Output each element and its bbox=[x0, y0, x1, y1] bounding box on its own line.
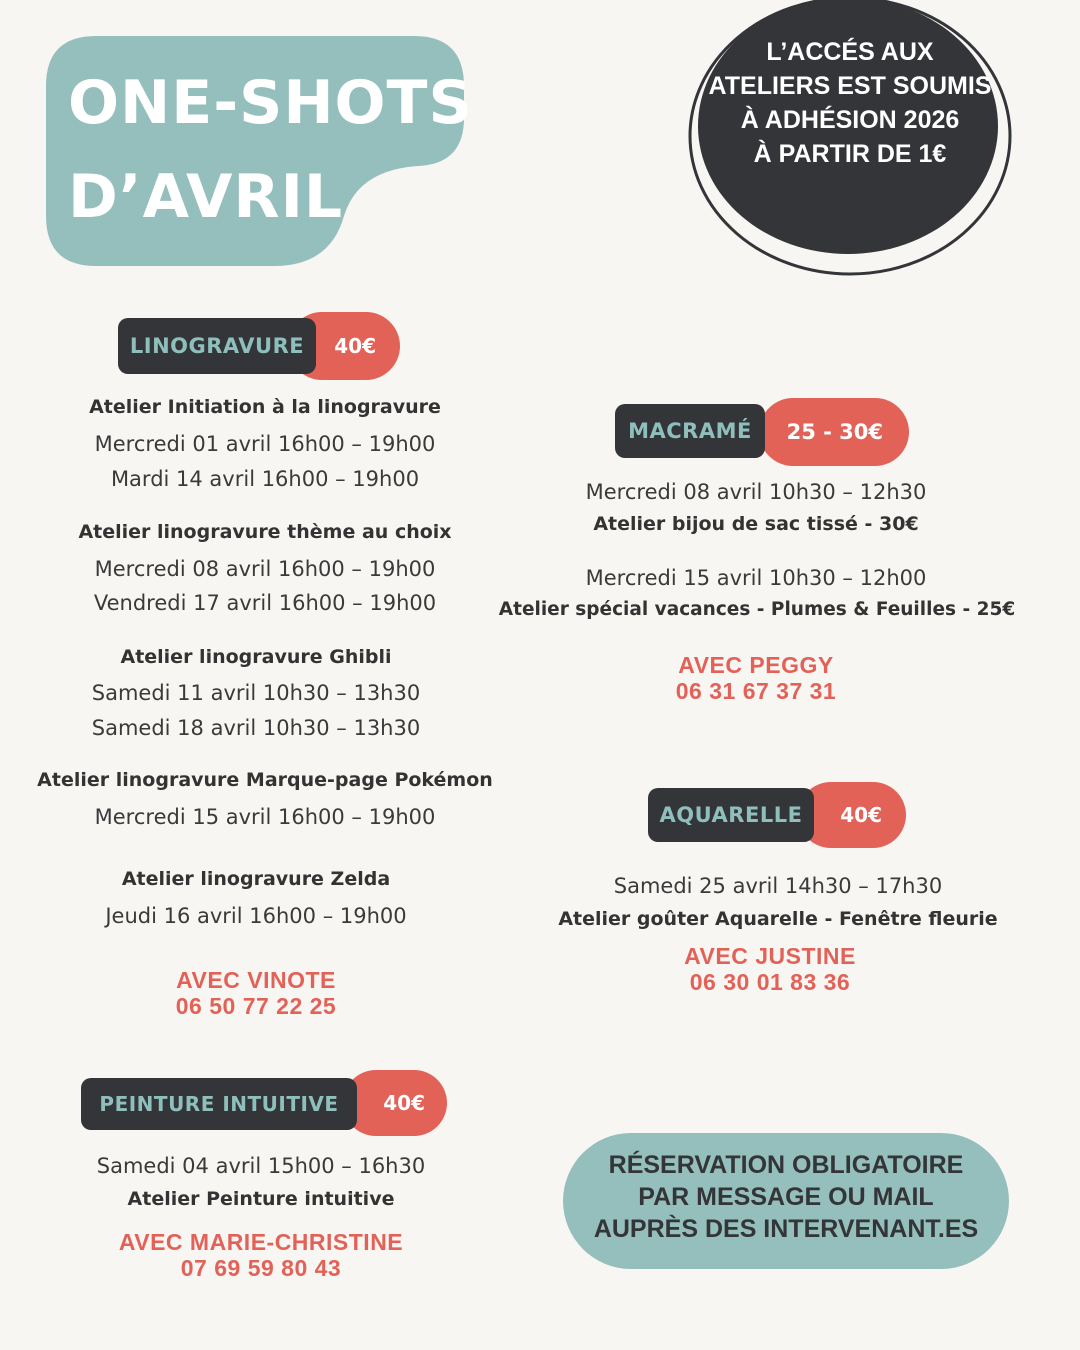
aquarelle-price-badge: 40€ bbox=[798, 782, 906, 848]
peinture-contact-phone[interactable]: 07 69 59 80 43 bbox=[180, 1255, 342, 1281]
workshop-date: Samedi 04 avril 15h00 – 16h30 bbox=[96, 1154, 426, 1178]
macrame-price-badge: 25 - 30€ bbox=[759, 398, 909, 466]
workshop-date: Mercredi 15 avril 16h00 – 19h00 bbox=[94, 805, 436, 829]
workshop-date: Mercredi 01 avril 16h00 – 19h00 bbox=[94, 432, 436, 456]
macrame-header bbox=[615, 398, 909, 466]
reservation-line-3: AUPRÈS DES INTERVENANT.ES bbox=[593, 1215, 979, 1243]
workshop-date: Vendredi 17 avril 16h00 – 19h00 bbox=[93, 591, 437, 615]
macrame-contact-name: AVEC PEGGY bbox=[678, 652, 834, 678]
linogravure-header bbox=[118, 312, 400, 380]
linogravure-contact-phone[interactable]: 06 50 77 22 25 bbox=[175, 993, 337, 1019]
macrame-contact-phone[interactable]: 06 31 67 37 31 bbox=[675, 678, 837, 704]
workshop-date: Mardi 14 avril 16h00 – 19h00 bbox=[110, 467, 420, 491]
aquarelle-contact-phone[interactable]: 06 30 01 83 36 bbox=[689, 969, 851, 995]
workshop-date: Mercredi 15 avril 10h30 – 12h00 bbox=[585, 566, 927, 590]
macrame-label: MACRAMÉ bbox=[615, 404, 765, 458]
notice-line-3: À ADHÉSION 2026 bbox=[740, 106, 960, 134]
notice-line-1: L’ACCÉS AUX bbox=[766, 38, 934, 66]
workshop-date: Samedi 11 avril 10h30 – 13h30 bbox=[91, 681, 421, 705]
workshop-title-ghibli: Atelier linogravure Ghibli bbox=[120, 646, 392, 668]
notice-line-4: À PARTIR DE 1€ bbox=[753, 140, 947, 168]
reservation-line-2: PAR MESSAGE OU MAIL bbox=[638, 1183, 934, 1211]
workshop-date: Samedi 25 avril 14h30 – 17h30 bbox=[613, 874, 943, 898]
peinture-price-badge: 40€ bbox=[343, 1070, 447, 1136]
peinture-label: PEINTURE INTUITIVE bbox=[81, 1078, 357, 1130]
workshop-title-plumes: Atelier spécial vacances - Plumes & Feuilles - 25€ bbox=[498, 599, 1016, 620]
aquarelle-header bbox=[648, 782, 906, 848]
workshop-date: Mercredi 08 avril 10h30 – 12h30 bbox=[585, 480, 927, 504]
membership-notice-circle bbox=[688, 0, 1012, 278]
linogravure-label: LINOGRAVURE bbox=[118, 318, 316, 374]
workshop-title-theme: Atelier linogravure thème au choix bbox=[78, 521, 452, 543]
title-line-2: D’AVRIL bbox=[68, 162, 344, 232]
workshop-title-aquarelle: Atelier goûter Aquarelle - Fenêtre fleurie bbox=[558, 908, 998, 930]
linogravure-price-badge: 40€ bbox=[288, 312, 400, 380]
aquarelle-contact-name: AVEC JUSTINE bbox=[684, 943, 856, 969]
aquarelle-label: AQUARELLE bbox=[648, 788, 814, 842]
workshop-title-zelda: Atelier linogravure Zelda bbox=[121, 868, 391, 890]
workshop-title-bijou: Atelier bijou de sac tissé - 30€ bbox=[593, 513, 919, 535]
linogravure-contact-name: AVEC VINOTE bbox=[176, 967, 336, 993]
notice-line-2: ATELIERS EST SOUMIS bbox=[708, 72, 992, 100]
workshop-date: Mercredi 08 avril 16h00 – 19h00 bbox=[94, 557, 436, 581]
workshop-title-pokemon: Atelier linogravure Marque-page Pokémon bbox=[37, 769, 493, 791]
title-line-1: ONE-SHOTS bbox=[68, 68, 473, 138]
workshop-date: Jeudi 16 avril 16h00 – 19h00 bbox=[105, 904, 407, 928]
workshop-title-initiation: Atelier Initiation à la linogravure bbox=[89, 396, 441, 418]
peinture-header bbox=[81, 1070, 447, 1136]
workshop-date: Samedi 18 avril 10h30 – 13h30 bbox=[91, 716, 421, 740]
workshop-title-peinture: Atelier Peinture intuitive bbox=[127, 1188, 395, 1210]
peinture-contact-name: AVEC MARIE-CHRISTINE bbox=[118, 1229, 404, 1255]
title-blob bbox=[46, 36, 473, 266]
reservation-notice bbox=[563, 1133, 1009, 1269]
reservation-line-1: RÉSERVATION OBLIGATOIRE bbox=[608, 1151, 964, 1179]
